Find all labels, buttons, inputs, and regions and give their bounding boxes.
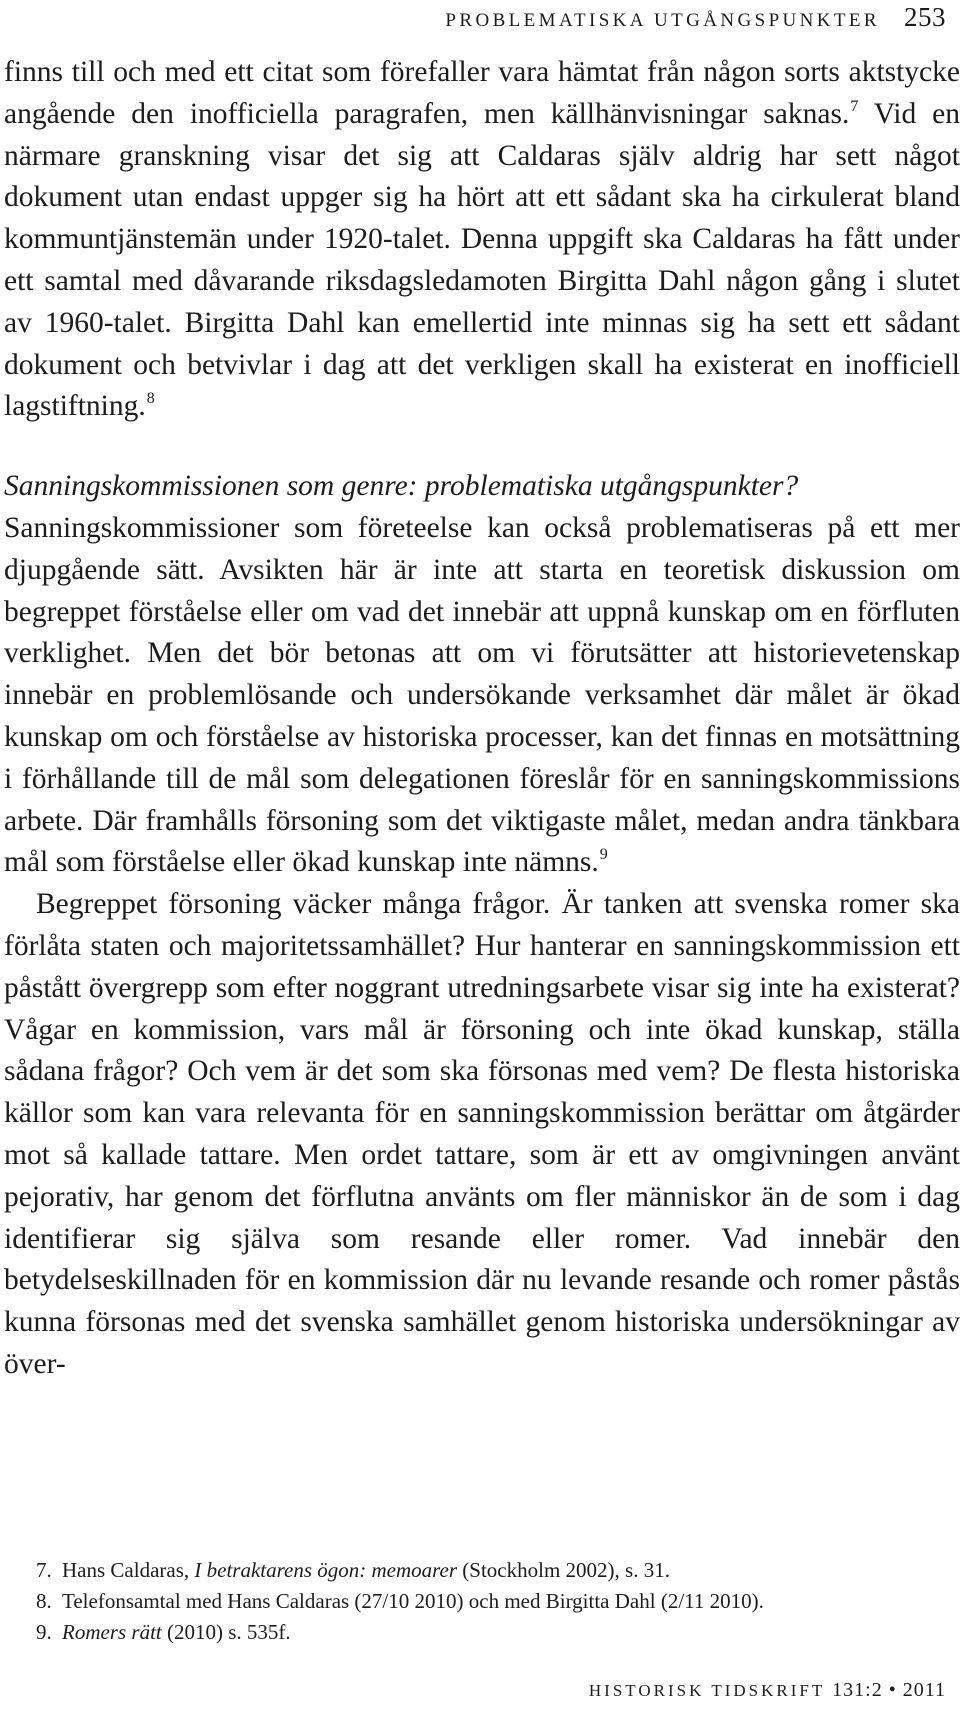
footnote-text-post: (Stockholm 2002), s. 31.	[457, 1558, 670, 1582]
footnote-text	[62, 1617, 291, 1648]
paragraph-3	[4, 884, 960, 1386]
footnote-ref-8: 8	[146, 390, 155, 408]
footnote-text-post: (2010) s. 535f.	[161, 1620, 291, 1644]
journal-issue: 131:2 • 2011	[832, 1679, 946, 1701]
footnote-ref-7: 7	[850, 97, 859, 115]
paragraph-1-text-a: finns till och med ett citat som förefaller vara hämtat från någon sorts aktstycke angående den inofficiella paragrafen, men källhänvisningar saknas.	[4, 56, 960, 130]
footnote-9	[36, 1617, 936, 1648]
paragraph-1-text-b: Vid en närmare granskning visar det sig att Caldaras själv aldrig har sett något dokument utan endast uppger sig ha hört att ett sådant ska ha cirkulerat bland kommuntjänstemän under 1920-talet. Denna uppgift ska Caldaras ha fått under ett samtal med dåvarande riksdagsledamoten Birgitta Dahl någon gång i slutet av 1960-talet. Birgitta Dahl kan emellertid inte minnas sig ha sett ett sådant dokument och betvivlar i dag att det verkligen skall ha existerat en inofficiell lagstiftning.	[4, 97, 960, 423]
footnote-number: 7.	[36, 1558, 52, 1582]
paragraph-1	[4, 52, 960, 428]
footnote-number: 9.	[36, 1620, 52, 1644]
footnote-text-pre: Telefonsamtal med Hans Caldaras (27/10 2010) och med Birgitta Dahl (2/11 2010).	[62, 1589, 764, 1613]
body-text	[4, 52, 960, 1386]
footnote-8	[36, 1586, 936, 1617]
paragraph-3-text: Begreppet försoning väcker många frågor. Är tanken att svenska romer ska förlåta staten och majoritetssamhället? Hur hanterar en sanningskommission ett påstått övergrepp som efter noggrant utredningsarbete visar sig inte ha existerat? Vågar en kommission, vars mål är försoning och inte ökad kunskap, ställa sådana frågor? Och vem är det som ska försonas med vem? De flesta historiska källor som kan vara relevanta för en sanningskommission berättar om åtgärder mot så kallade tattare. Men ordet tattare, som är ett av omgivningen använt pejorativ, har genom det förflutna använts om fler människor än de som i dag identifierar sig själva som resande eller romer. Vad innebär den betydelseskillnaden för en kommission där nu levande resande och romer påstås kunna försonas med det svenska samhället genom historiska undersökningar av över-	[4, 888, 960, 1380]
footnote-number: 8.	[36, 1589, 52, 1613]
footnote-title: Romers rätt	[62, 1620, 162, 1644]
journal-name: HISTORISK TIDSKRIFT	[588, 1681, 825, 1700]
page-number: 253	[904, 2, 946, 32]
footnote-text	[62, 1586, 764, 1617]
running-footer	[589, 1679, 946, 1702]
footnote-text	[62, 1555, 670, 1586]
paragraph-2	[4, 508, 960, 884]
running-header-title: PROBLEMATISKA UTGÅNGSPUNKTER	[445, 10, 880, 31]
paragraph-2-text: Sanningskommissioner som företeelse kan också problematiseras på ett mer djupgående sätt. Avsikten här är inte att starta en teoretisk diskussion om begreppet förståelse eller om vad det innebär att uppnå kunskap om en förfluten verklighet. Men det bör betonas att om vi förutsätter att historievetenskap innebär en problemlösande och undersökande verksamhet där målet är ökad kunskap om och förståelse av historiska processer, kan det finnas en motsättning i förhållande till de mål som delegationen föreslår för en sanningskommissions arbete. Där framhålls försoning som det viktigaste målet, medan andra tänkbara mål som förståelse eller ökad kunskap inte nämns.	[4, 511, 960, 879]
footnotes	[36, 1555, 936, 1648]
section-heading: Sanningskommissionen som genre: problematiska utgångspunkter?	[4, 470, 799, 503]
footnote-7	[36, 1555, 936, 1586]
footnote-title: I betraktarens ögon: memoarer	[194, 1558, 458, 1582]
running-header	[445, 2, 946, 36]
footnote-ref-9: 9	[599, 846, 608, 864]
footnote-text-pre: Hans Caldaras,	[62, 1558, 195, 1582]
